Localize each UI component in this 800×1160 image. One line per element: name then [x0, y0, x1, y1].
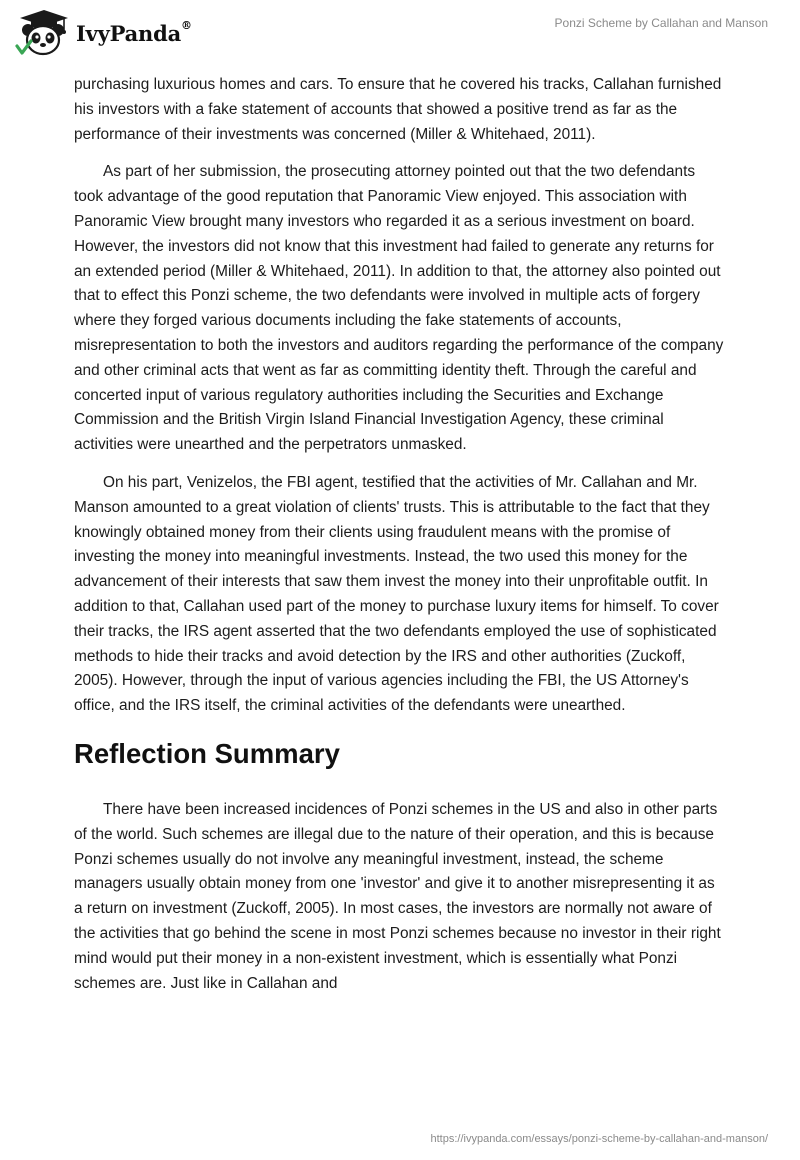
- paragraph-continuation: purchasing luxurious homes and cars. To ensure that he covered his tracks, Callahan furnished his investors with a fake statement of accounts that showed a positive trend as far as the performance of their investments was concerned (Miller & Whitehaed, 2011).: [74, 76, 722, 143]
- section-heading-reflection: Reflection Summary: [74, 737, 340, 769]
- brand-name: IvyPanda®: [76, 18, 192, 46]
- paragraph-fbi-testimony: On his part, Venizelos, the FBI agent, testified that the activities of Mr. Callahan and Mr. Manson amounted to a great violation of clients' trusts. This is attributable to the fact that they knowingly obtained money from their clients using fraudulent means with the promise of investing the money into meaningful investments. Instead, the two used this money for the advancement of their interests that saw them invest the money into their unprofitable outfit. In addition to that, Callahan used part of the money to purchase luxury items for himself. To cover their tracks, the IRS agent asserted that the two defendants employed the use of sophisticated methods to hide their tracks and avoid detection by the IRS and other authorities (Zuckoff, 2005). However, through the input of various agencies including the FBI, the US Attorney's office, and the IRS itself, the criminal activities of the defendants were unearthed.: [74, 473, 719, 715]
- page-header: [0, 0, 800, 70]
- paragraph-prosecution: As part of her submission, the prosecuting attorney pointed out that the two defendants took advantage of the good reputation that Panoramic View enjoyed. This association with Panoramic View brought many investors who regarded it as a serious investment on board. However, the investors did not know that this investment had failed to generate any returns for an extended period (Miller & Whitehaed, 2011). In addition to that, the attorney also pointed out that to effect this Ponzi scheme, the two defendants were involved in multiple acts of forgery where they forged various documents including the fake statements of accounts, misrepresentation to both the investors and auditors regarding the performance of the company and other criminal acts that went as far as committing identity theft. Through the careful and concerted input of various regulatory authorities including the Securities and Exchange Commission and the British Virgin Island Financial Investigation Agency, these criminal activities were unearthed and the perpetrators unmasked.: [74, 163, 724, 454]
- panda-mascot-icon: [14, 8, 70, 58]
- document-title: Ponzi Scheme by Callahan and Manson: [554, 16, 768, 30]
- ivypanda-logo[interactable]: [14, 8, 192, 58]
- trademark-symbol: ®: [181, 18, 192, 32]
- source-url-link[interactable]: https://ivypanda.com/essays/ponzi-scheme-by-callahan-and-manson/: [430, 1133, 768, 1145]
- essay-body: [74, 73, 726, 1009]
- paragraph-reflection: There have been increased incidences of Ponzi schemes in the US and also in other parts of the world. Such schemes are illegal due to the nature of their operation, and this is because Ponzi schemes usually do not involve any meaningful investment, instead, the scheme managers usually obtain money from one 'investor' and give it to another misrepresenting it as a return on investment (Zuckoff, 2005). In most cases, the investors are normally not aware of the activities that go behind the scene in most Ponzi schemes because no investor in their right mind would put their money in a non-existent investment, which is essentially what Ponzi schemes are. Just like in Callahan and: [74, 800, 721, 992]
